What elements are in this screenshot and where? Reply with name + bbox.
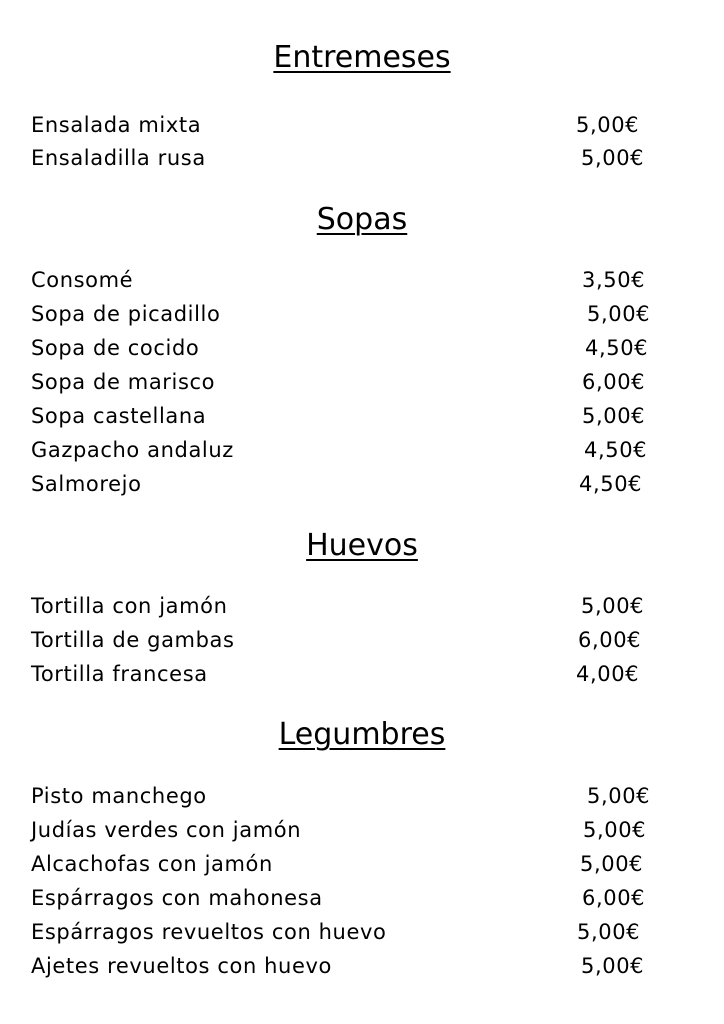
menu-item-price: 5,00€ — [576, 113, 640, 137]
menu-item — [31, 299, 671, 329]
menu-item-price: 3,50€ — [582, 268, 646, 292]
menu-item-name: Ensalada mixta — [31, 113, 202, 137]
menu-item-price: 5,00€ — [582, 404, 646, 428]
menu-item-price: 6,00€ — [582, 370, 646, 394]
menu-item-price: 5,00€ — [580, 852, 644, 876]
menu-item-name: Consomé — [31, 268, 134, 292]
menu-item — [31, 143, 671, 173]
menu-item-price: 5,00€ — [577, 920, 641, 944]
menu-item-name: Tortilla de gambas — [31, 628, 235, 652]
menu-item — [31, 367, 671, 397]
menu-item — [31, 110, 671, 140]
menu-item-price: 5,00€ — [587, 784, 651, 808]
menu-item-price: 5,00€ — [581, 146, 645, 170]
menu-item-name: Sopa castellana — [31, 404, 207, 428]
menu-item-name: Gazpacho andaluz — [31, 438, 234, 462]
menu-item-price: 5,00€ — [583, 818, 647, 842]
menu-item-name: Espárragos con mahonesa — [31, 886, 323, 910]
menu-item — [31, 625, 671, 655]
section-title-legumbres: Legumbres — [278, 717, 446, 752]
menu-item-name: Ajetes revueltos con huevo — [31, 954, 332, 978]
menu-item — [31, 917, 671, 947]
section-title-huevos: Huevos — [306, 528, 418, 563]
menu-item-price: 5,00€ — [581, 594, 645, 618]
menu-item-name: Judías verdes con jamón — [31, 818, 302, 842]
menu-item — [31, 591, 671, 621]
menu-item-price: 4,50€ — [579, 472, 643, 496]
menu-item-price: 6,00€ — [578, 628, 642, 652]
menu-item — [31, 849, 671, 879]
menu-item-price: 4,50€ — [585, 336, 649, 360]
section-title-sopas: Sopas — [316, 202, 408, 237]
menu-item-price: 5,00€ — [587, 302, 651, 326]
menu-item-price: 4,00€ — [576, 662, 640, 686]
menu-item-name: Alcachofas con jamón — [31, 852, 273, 876]
menu-item-name: Ensaladilla rusa — [31, 146, 206, 170]
menu-item-price: 6,00€ — [582, 886, 646, 910]
menu-item-name: Sopa de marisco — [31, 370, 216, 394]
menu-item-name: Sopa de picadillo — [31, 302, 221, 326]
menu-item-name: Salmorejo — [31, 472, 142, 496]
menu-item — [31, 435, 671, 465]
menu-item — [31, 333, 671, 363]
menu-item — [31, 401, 671, 431]
menu-item — [31, 265, 671, 295]
menu-item — [31, 781, 671, 811]
menu-item-name: Pisto manchego — [31, 784, 207, 808]
menu-item — [31, 815, 671, 845]
menu-item-name: Tortilla francesa — [31, 662, 208, 686]
menu-item-name: Tortilla con jamón — [31, 594, 228, 618]
menu-item — [31, 883, 671, 913]
menu-item-price: 5,00€ — [581, 954, 645, 978]
menu-item-price: 4,50€ — [584, 438, 648, 462]
menu-item-name: Espárragos revueltos con huevo — [31, 920, 387, 944]
menu-item-name: Sopa de cocido — [31, 336, 200, 360]
menu-item — [31, 951, 671, 981]
menu-item — [31, 469, 671, 499]
section-title-entremeses: Entremeses — [273, 40, 451, 75]
menu-item — [31, 659, 671, 689]
